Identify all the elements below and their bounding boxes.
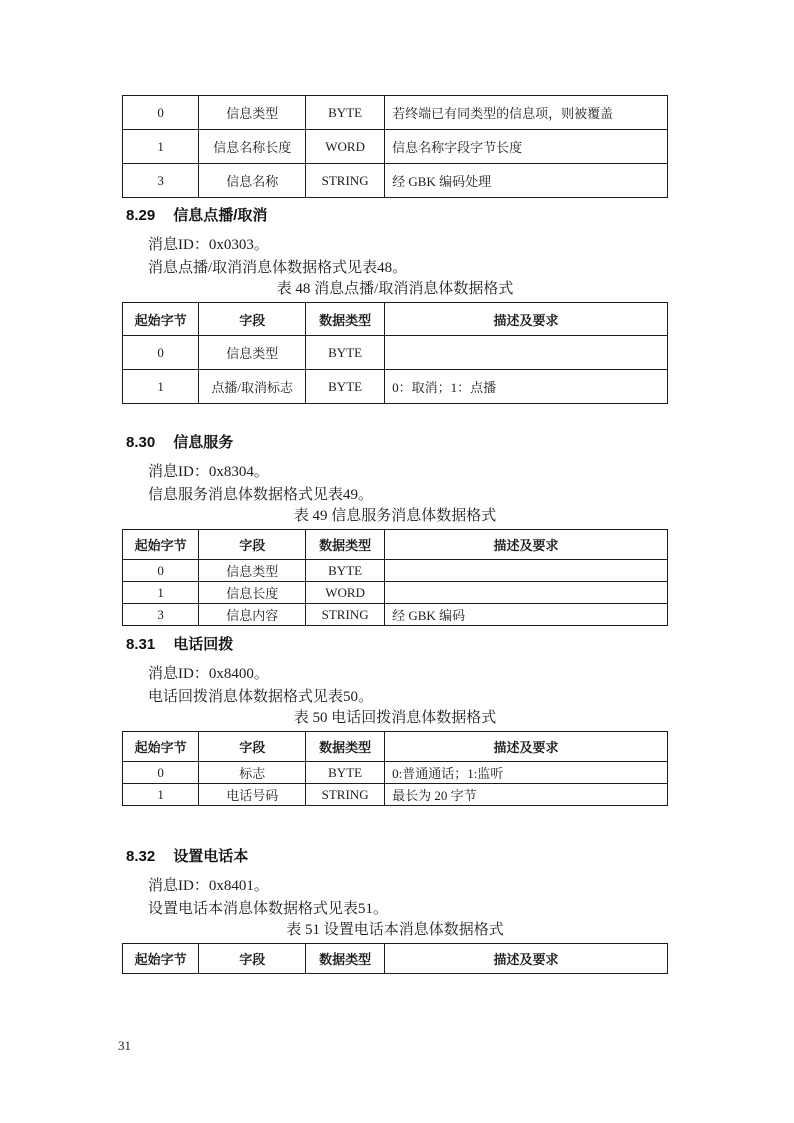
cell-start-byte: 0 [123, 96, 199, 130]
message-id-line: 消息ID：0x8400。 [148, 666, 269, 682]
cell-data-type: BYTE [306, 560, 385, 582]
table-row [123, 336, 668, 370]
header-data-type: 数据类型 [306, 944, 385, 974]
table-50-caption: 表 50 电话回拨消息体数据格式 [293, 710, 497, 726]
cell-data-type: BYTE [306, 762, 385, 784]
header-description: 描述及要求 [385, 944, 668, 974]
cell-data-type: BYTE [306, 96, 385, 130]
header-start-byte: 起始字节 [123, 944, 199, 974]
table-row [123, 130, 668, 164]
table-51-caption: 表 51 设置电话本消息体数据格式 [286, 922, 504, 938]
header-field: 字段 [199, 530, 306, 560]
table-row [123, 582, 668, 604]
header-start-byte: 起始字节 [123, 530, 199, 560]
table-50 [122, 731, 668, 806]
cell-field: 电话号码 [199, 784, 306, 806]
section-heading-8-30 [122, 433, 668, 453]
cell-description [385, 336, 668, 370]
cell-description: 信息名称字段字节长度 [385, 130, 668, 164]
table-row [123, 560, 668, 582]
table-reference-line: 消息点播/取消消息体数据格式见表48。 [148, 260, 408, 276]
table-reference-line: 电话回拨消息体数据格式见表50。 [148, 689, 374, 705]
cell-start-byte: 1 [123, 130, 199, 164]
cell-data-type: STRING [306, 604, 385, 626]
table-51 [122, 943, 668, 974]
table-header-row [123, 944, 668, 974]
cell-start-byte: 3 [123, 604, 199, 626]
header-field: 字段 [199, 303, 306, 336]
table-49 [122, 529, 668, 626]
table-row [123, 762, 668, 784]
message-id-line: 消息ID：0x8401。 [148, 878, 269, 894]
header-data-type: 数据类型 [306, 303, 385, 336]
table-48 [122, 302, 668, 404]
cell-field: 信息名称长度 [199, 130, 306, 164]
cell-data-type: WORD [306, 582, 385, 604]
header-description: 描述及要求 [385, 303, 668, 336]
header-data-type: 数据类型 [306, 732, 385, 762]
header-description: 描述及要求 [385, 732, 668, 762]
page-content [122, 95, 668, 974]
cell-description: 0:普通通话；1:监听 [385, 762, 668, 784]
cell-field: 信息类型 [199, 336, 306, 370]
cell-description: 经 GBK 编码 [385, 604, 668, 626]
cell-field: 点播/取消标志 [199, 370, 306, 404]
cell-start-byte: 0 [123, 762, 199, 784]
section-number: 8.31 [126, 636, 156, 653]
table-row [123, 164, 668, 198]
message-id-line: 消息ID：0x8304。 [148, 464, 269, 480]
table-row [123, 96, 668, 130]
cell-description: 若终端已有同类型的信息项，则被覆盖 [385, 96, 668, 130]
header-start-byte: 起始字节 [123, 732, 199, 762]
cell-data-type: STRING [306, 164, 385, 198]
section-heading-8-29 [122, 206, 668, 226]
table-49-caption: 表 49 信息服务消息体数据格式 [293, 508, 497, 524]
header-start-byte: 起始字节 [123, 303, 199, 336]
cell-description: 最长为 20 字节 [385, 784, 668, 806]
section-number: 8.29 [126, 207, 156, 224]
cell-data-type: BYTE [306, 370, 385, 404]
page-number: 31 [118, 1038, 131, 1053]
cell-start-byte: 1 [123, 370, 199, 404]
section-title: 信息服务 [173, 434, 234, 451]
cell-start-byte: 1 [123, 784, 199, 806]
cell-description: 经 GBK 编码处理 [385, 164, 668, 198]
cell-start-byte: 0 [123, 336, 199, 370]
cell-description [385, 582, 668, 604]
table-header-row [123, 303, 668, 336]
info-item-table-continued [122, 95, 668, 198]
header-field: 字段 [199, 732, 306, 762]
table-row [123, 784, 668, 806]
cell-start-byte: 1 [123, 582, 199, 604]
cell-field: 信息类型 [199, 96, 306, 130]
section-heading-8-32 [122, 847, 668, 867]
section-number: 8.32 [126, 848, 156, 865]
section-title: 电话回拨 [173, 636, 234, 653]
cell-start-byte: 3 [123, 164, 199, 198]
table-row [123, 604, 668, 626]
header-field: 字段 [199, 944, 306, 974]
table-48-caption: 表 48 消息点播/取消消息体数据格式 [276, 281, 514, 297]
message-id-line: 消息ID：0x0303。 [148, 237, 269, 253]
cell-field: 信息类型 [199, 560, 306, 582]
section-number: 8.30 [126, 434, 156, 451]
cell-data-type: BYTE [306, 336, 385, 370]
cell-field: 信息长度 [199, 582, 306, 604]
cell-field: 信息名称 [199, 164, 306, 198]
table-reference-line: 信息服务消息体数据格式见表49。 [148, 487, 374, 503]
section-heading-8-31 [122, 635, 668, 655]
cell-description: 0：取消；1：点播 [385, 370, 668, 404]
cell-description [385, 560, 668, 582]
cell-data-type: STRING [306, 784, 385, 806]
cell-start-byte: 0 [123, 560, 199, 582]
header-data-type: 数据类型 [306, 530, 385, 560]
section-title: 设置电话本 [173, 848, 249, 865]
table-header-row [123, 530, 668, 560]
table-reference-line: 设置电话本消息体数据格式见表51。 [148, 901, 389, 917]
cell-data-type: WORD [306, 130, 385, 164]
section-title: 信息点播/取消 [173, 207, 268, 224]
cell-field: 标志 [199, 762, 306, 784]
cell-field: 信息内容 [199, 604, 306, 626]
table-header-row [123, 732, 668, 762]
header-description: 描述及要求 [385, 530, 668, 560]
table-row [123, 370, 668, 404]
